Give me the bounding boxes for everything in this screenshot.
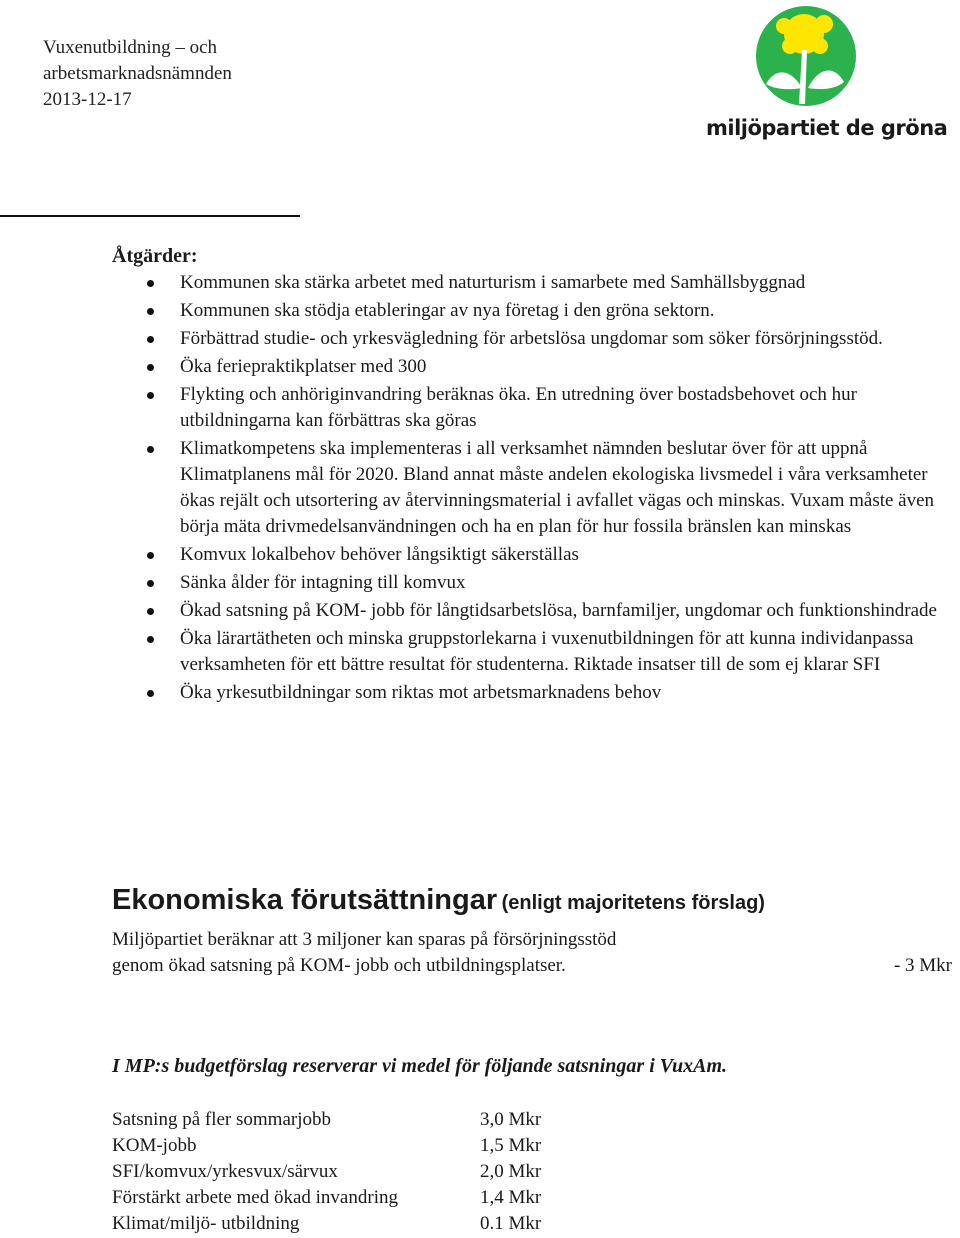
header-line-2: arbetsmarknadsnämnden <box>43 63 232 84</box>
miljopartiet-logo <box>706 4 948 150</box>
list-item: Öka feriepraktikplatser med 300 <box>180 354 960 380</box>
ekonomi-amount: - 3 Mkr <box>893 955 952 976</box>
list-item: Flykting och anhöriginvandring beräknas öka. En utredning över bostadsbehovet och hur utbildningarna kan förbättras ska göras <box>180 382 960 434</box>
ekonomi-line-1: Miljöpartiet beräknar att 3 miljoner kan sparas på försörjningsstöd <box>112 929 617 950</box>
document-header <box>43 35 232 113</box>
list-item: Sänka ålder för intagning till komvux <box>180 570 960 596</box>
budget-label: KOM-jobb <box>112 1135 197 1156</box>
budget-value: 2,0 Mkr <box>480 1161 542 1182</box>
budget-label: Förstärkt arbete med ökad invandring <box>112 1187 398 1208</box>
table-row <box>112 1107 541 1133</box>
logo-text: miljöpartiet de gröna <box>706 116 948 140</box>
table-row <box>112 1133 541 1159</box>
list-item: Klimatkompetens ska implementeras i all verksamhet nämnden beslutar över för att uppnå Klimatplanens mål för 2020. Bland annat måste andelen ekologiska livsmedel i våra verksamheter ökas rejält och utsortering av återvinningsmaterial i avfallet vägas och minskas. Vuxam måste även börja mäta drivmedelsanvändningen och ha en plan för hur fossila bränslen kan minskas <box>180 436 960 540</box>
header-divider <box>0 215 300 217</box>
list-item: Öka yrkesutbildningar som riktas mot arbetsmarknadens behov <box>180 680 960 706</box>
list-item: Öka lärartätheten och minska gruppstorlekarna i vuxenutbildningen för att kunna individanpassa verksamheten för ett bättre resultat för studenterna. Riktade insatser till de som ej klarar SFI <box>180 626 960 678</box>
list-item: Förbättrad studie- och yrkesvägledning för arbetslösa ungdomar som söker försörjningsstöd. <box>180 326 960 352</box>
budget-label: Klimat/miljö- utbildning <box>112 1213 300 1234</box>
header-line-1: Vuxenutbildning – och <box>43 37 218 58</box>
dandelion-logo-icon <box>706 4 912 114</box>
budget-value: 1,5 Mkr <box>480 1135 542 1156</box>
ekonomi-heading <box>112 884 765 917</box>
table-row <box>112 1185 541 1211</box>
budget-value: 0.1 Mkr <box>480 1213 542 1234</box>
ekonomi-title: Ekonomiska förutsättningar <box>112 884 498 916</box>
list-item: Ökad satsning på KOM- jobb för långtidsarbetslösa, barnfamiljer, ungdomar och funktionshindrade <box>180 598 960 624</box>
list-item: Kommunen ska stärka arbetet med naturturism i samarbete med Samhällsbyggnad <box>180 270 960 296</box>
ekonomi-subtitle: (enligt majoritetens förslag) <box>501 892 765 914</box>
header-date: 2013-12-17 <box>43 89 132 110</box>
list-item: Komvux lokalbehov behöver långsiktigt säkerställas <box>180 542 960 568</box>
ekonomi-line-2: genom ökad satsning på KOM- jobb och utbildningsplatser. <box>112 955 566 976</box>
budget-value: 3,0 Mkr <box>480 1109 542 1130</box>
budget-label: SFI/komvux/yrkesvux/särvux <box>112 1161 338 1182</box>
atgarder-heading: Åtgärder: <box>112 245 198 267</box>
list-item: Kommunen ska stödja etableringar av nya företag i den gröna sektorn. <box>180 298 960 324</box>
table-row <box>112 1159 541 1185</box>
ekonomi-text <box>112 927 952 979</box>
budget-label: Satsning på fler sommarjobb <box>112 1109 331 1130</box>
atgarder-list <box>180 270 960 708</box>
mp-budget-heading: I MP:s budgetförslag reserverar vi medel för följande satsningar i VuxAm. <box>112 1055 728 1077</box>
table-row <box>112 1211 541 1237</box>
mp-budget-table <box>112 1107 541 1237</box>
budget-value: 1,4 Mkr <box>480 1187 542 1208</box>
